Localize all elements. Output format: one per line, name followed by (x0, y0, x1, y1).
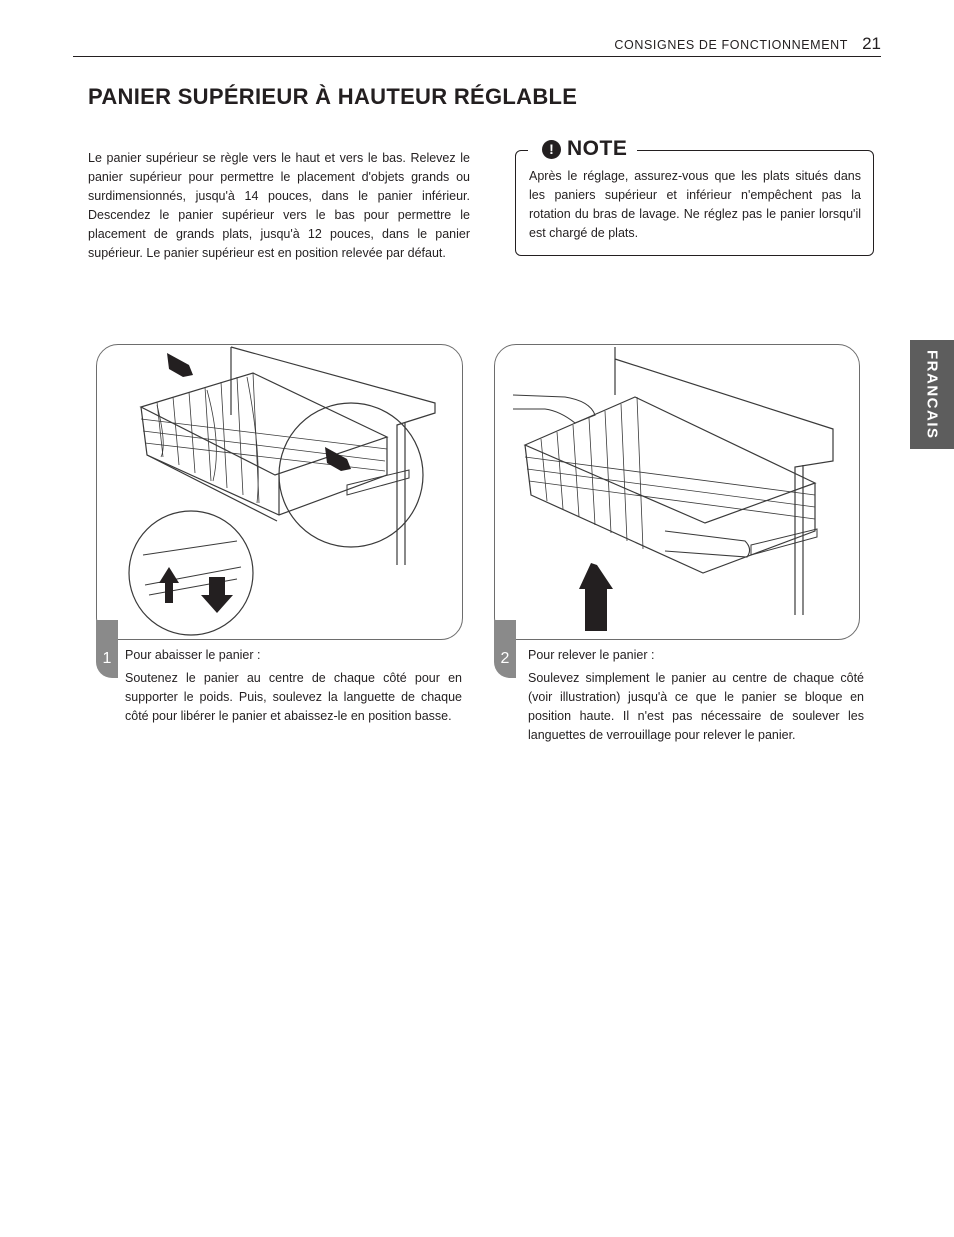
figure-lower-basket (96, 344, 463, 640)
intro-paragraph: Le panier supérieur se règle vers le haut et vers le bas. Relevez le panier supérieur pour permettre le placement d'objets grands ou surdimensionnés, jusqu'à 14 pouces, dans le panier inférieur. Descendez le panier supérieur vers le bas pour permettre le placement de grands plats, jusqu'à 12 pouces, dans le panier supérieur. Le panier supérieur est en position relevée par défaut. (88, 151, 470, 260)
step-number-2: 2 (500, 650, 510, 667)
basket-lower-illustration (97, 345, 461, 638)
note-box (515, 137, 874, 256)
step-1-text: Soutenez le panier au centre de chaque côté pour en supporter le poids. Puis, soulevez la languette de chaque côté pour libérer le panier et abaissez-le en position basse. (125, 671, 462, 723)
step-1-title: Pour abaisser le panier : (125, 648, 261, 662)
step-tab-2 (494, 620, 516, 678)
language-tab-label: FRANCAIS (923, 349, 941, 440)
warning-icon: ! (542, 140, 561, 159)
page-title: PANIER SUPÉRIEUR À HAUTEUR RÉGLABLE (88, 84, 578, 109)
figure-raise-basket (494, 344, 860, 640)
step-number-1: 1 (102, 650, 112, 667)
step-tab-1 (96, 620, 118, 678)
step-2-text: Soulevez simplement le panier au centre de chaque côté (voir illustration) jusqu'à ce que le panier se bloque en position haute. Il n'est pas nécessaire de soulever les languettes de verrouillage pour relever le panier. (528, 671, 864, 742)
note-heading (528, 137, 637, 161)
note-text: Après le réglage, assurez-vous que les plats situés dans les paniers supérieur et inférieur n'empêchent pas la rotation du bras de lavage. Ne réglez pas le panier lorsqu'il est chargé de plats. (529, 169, 861, 240)
basket-raise-illustration (495, 345, 858, 638)
note-title: NOTE (567, 137, 628, 160)
header-divider (73, 56, 881, 57)
section-label: CONSIGNES DE FONCTIONNEMENT (614, 38, 848, 52)
page-number: 21 (862, 34, 881, 53)
language-tab[interactable] (910, 340, 954, 449)
step-2-title: Pour relever le panier : (528, 648, 655, 662)
